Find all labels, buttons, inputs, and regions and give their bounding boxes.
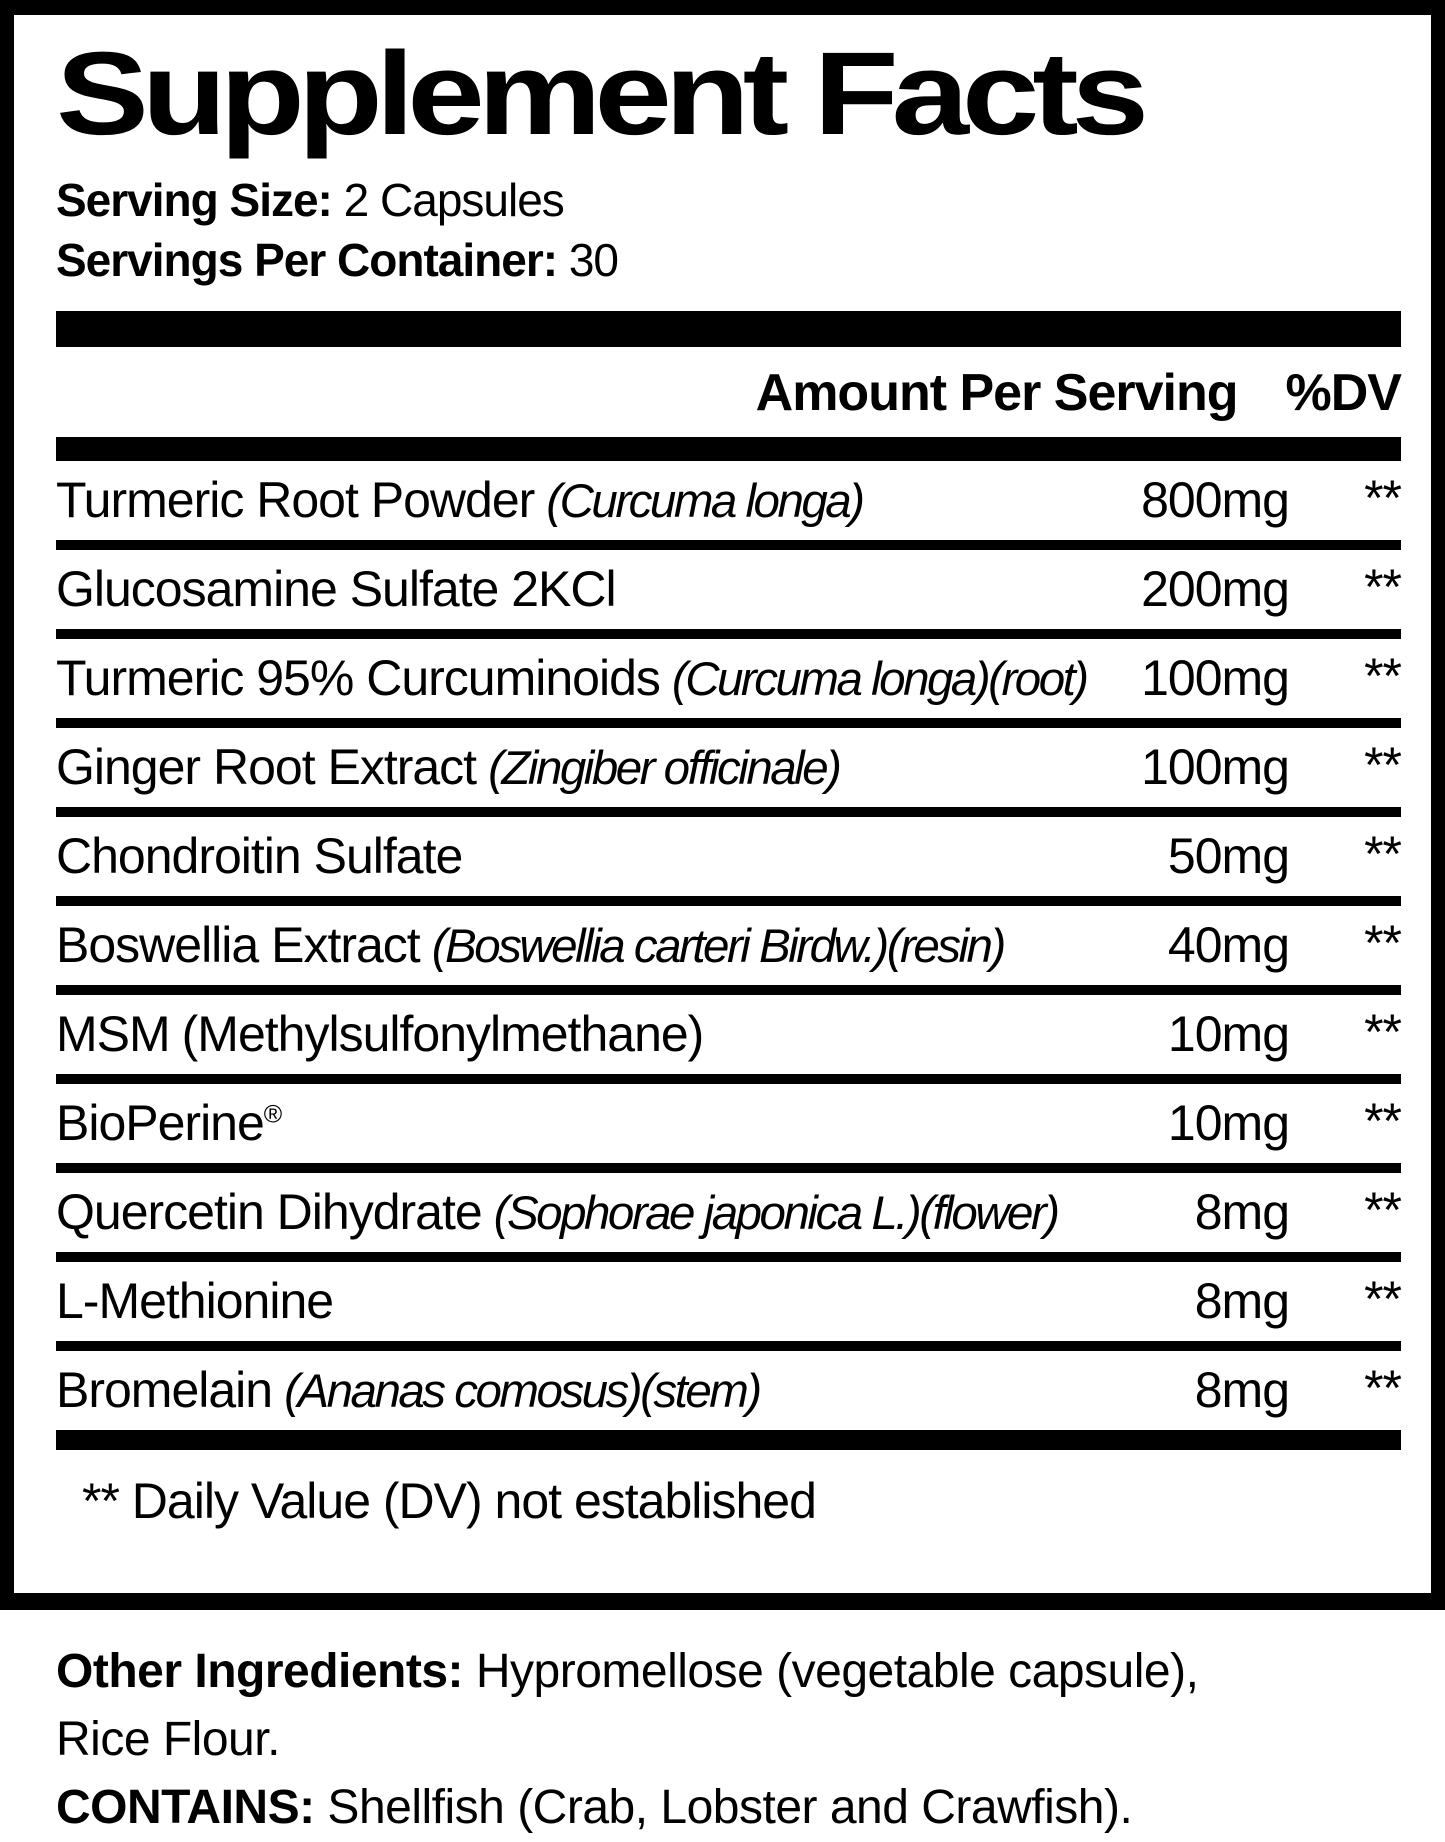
ingredient-name: Chondroitin Sulfate xyxy=(56,828,463,885)
ingredient-name: BioPerine® xyxy=(56,1095,282,1152)
ingredient-latin-name: (Ananas comosus)(stem) xyxy=(284,1365,760,1419)
ingredient-row xyxy=(56,995,1401,1084)
ingredient-dv: ** xyxy=(1364,825,1401,882)
ingredient-row xyxy=(56,639,1401,728)
ingredient-row xyxy=(56,550,1401,639)
other-ingredients xyxy=(56,1638,1226,1774)
ingredient-dv: ** xyxy=(1364,914,1401,971)
ingredient-name: Quercetin Dihydrate (Sophorae japonica L.)(flower) xyxy=(56,1184,1058,1241)
ingredient-dv: ** xyxy=(1364,1359,1401,1416)
amount-per-serving-label: Amount Per Serving xyxy=(755,363,1238,422)
servings-per-container-value: 30 xyxy=(568,233,618,286)
daily-value-footnote: ** Daily Value (DV) not established xyxy=(82,1472,816,1529)
ingredient-latin-name: (Zingiber officinale) xyxy=(488,742,840,796)
ingredient-name: L-Methionine xyxy=(56,1273,334,1330)
serving-info-block xyxy=(56,171,1401,291)
ingredient-name: Turmeric Root Powder (Curcuma longa) xyxy=(56,472,863,529)
ingredient-amount: 50mg xyxy=(1167,828,1289,885)
thick-divider-top xyxy=(56,311,1401,347)
ingredient-amount: 10mg xyxy=(1167,1006,1289,1063)
supplement-facts-title: Supplement Facts xyxy=(56,28,1142,160)
ingredient-dv: ** xyxy=(1364,1270,1401,1327)
ingredient-row xyxy=(56,461,1401,550)
ingredient-name: MSM (Methylsulfonylmethane) xyxy=(56,1006,704,1063)
ingredient-amount: 10mg xyxy=(1167,1095,1289,1152)
ingredient-dv: ** xyxy=(1364,1181,1401,1238)
ingredient-amount: 800mg xyxy=(1141,472,1289,529)
ingredient-amount: 8mg xyxy=(1194,1184,1289,1241)
ingredient-dv: ** xyxy=(1364,736,1401,793)
ingredient-row xyxy=(56,728,1401,817)
ingredient-row xyxy=(56,1173,1401,1262)
ingredient-row xyxy=(56,1084,1401,1173)
serving-size-line xyxy=(56,171,1401,231)
ingredient-name: Bromelain (Ananas comosus)(stem) xyxy=(56,1362,760,1419)
ingredient-latin-name: (Boswellia carteri Birdw.)(resin) xyxy=(431,920,1004,974)
ingredients-table xyxy=(56,461,1401,1450)
ingredient-row xyxy=(56,1262,1401,1351)
ingredient-dv: ** xyxy=(1364,558,1401,615)
ingredient-row xyxy=(56,817,1401,906)
ingredient-dv: ** xyxy=(1364,1003,1401,1060)
serving-size-value: 2 Capsules xyxy=(343,174,564,226)
ingredient-dv: ** xyxy=(1364,647,1401,704)
contains-statement xyxy=(56,1774,1415,1842)
ingredient-row xyxy=(56,906,1401,995)
servings-per-container-label: Servings Per Container: xyxy=(56,233,558,286)
other-ingredients-text: Hypromellose (vegetable capsule), Rice Flour. xyxy=(56,1645,1199,1767)
ingredient-amount: 8mg xyxy=(1194,1273,1289,1330)
servings-per-container-line xyxy=(56,231,1401,291)
ingredient-latin-name: (Sophorae japonica L.)(flower) xyxy=(493,1187,1058,1241)
other-ingredients-label: Other Ingredients: xyxy=(56,1645,464,1698)
ingredient-latin-name: (Curcuma longa)(root) xyxy=(671,653,1087,707)
ingredient-latin-name: (Methylsulfonylmethane) xyxy=(181,1006,704,1063)
ingredient-amount: 40mg xyxy=(1167,917,1289,974)
ingredient-name: Boswellia Extract (Boswellia carteri Birdw.)(resin) xyxy=(56,917,1004,974)
ingredient-amount: 8mg xyxy=(1194,1362,1289,1419)
dv-column-label: %DV xyxy=(1285,363,1401,422)
ingredient-amount: 100mg xyxy=(1141,650,1289,707)
table-header xyxy=(56,347,1401,437)
serving-size-label: Serving Size: xyxy=(56,174,332,226)
ingredient-amount: 100mg xyxy=(1141,739,1289,796)
ingredient-dv: ** xyxy=(1364,469,1401,526)
contains-text: Shellfish (Crab, Lobster and Crawfish). xyxy=(314,1781,1133,1835)
ingredient-name: Turmeric 95% Curcuminoids (Curcuma longa)(root) xyxy=(56,650,1087,707)
ingredient-row xyxy=(56,1351,1401,1450)
ingredient-latin-name: (Curcuma longa) xyxy=(546,475,863,529)
ingredient-name: Glucosamine Sulfate 2KCl xyxy=(56,561,616,618)
ingredient-name: Ginger Root Extract (Zingiber officinale) xyxy=(56,739,840,796)
ingredient-dv: ** xyxy=(1364,1092,1401,1149)
ingredient-amount: 200mg xyxy=(1141,561,1289,618)
contains-label: CONTAINS: xyxy=(56,1781,315,1835)
registered-trademark-mark: ® xyxy=(263,1100,282,1129)
below-box-section xyxy=(56,1638,1415,1842)
header-divider xyxy=(56,437,1401,461)
